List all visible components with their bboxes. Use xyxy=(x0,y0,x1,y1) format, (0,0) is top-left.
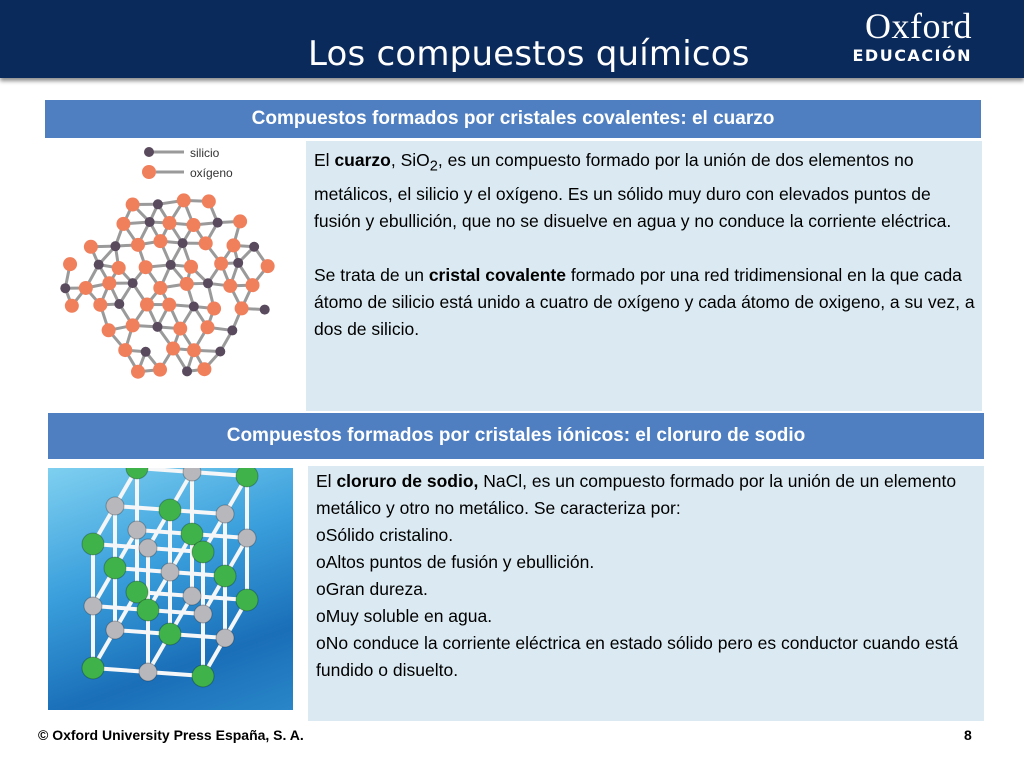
section-heading-quartz: Compuestos formados por cristales covalentes: el cuarzo xyxy=(45,100,981,138)
silicon-atom xyxy=(94,260,104,270)
sodium-ion xyxy=(238,529,256,547)
chloride-ion xyxy=(192,541,214,563)
sodium-ion xyxy=(139,663,157,681)
chloride-ion xyxy=(236,468,258,487)
nacl-lattice xyxy=(48,468,293,710)
oxygen-atom xyxy=(180,277,194,291)
silicon-atom xyxy=(110,241,120,251)
nacl-bullet-item: oNo conduce la corriente eléctrica en estado sólido pero es conductor cuando está fundido o disuelto. xyxy=(316,633,959,680)
oxygen-atom xyxy=(233,214,247,228)
sodium-chloride-text-panel xyxy=(308,466,984,721)
oxygen-atom xyxy=(131,365,145,379)
oxygen-atom xyxy=(153,234,167,248)
silicon-atom xyxy=(178,238,188,248)
nacl-bullet-item: oGran dureza. xyxy=(316,579,428,599)
silicon-atom xyxy=(60,283,70,293)
silicon-atom xyxy=(145,217,155,227)
sodium-ion xyxy=(183,587,201,605)
oxygen-atom xyxy=(162,298,176,312)
oxygen-atom xyxy=(235,301,249,315)
oxygen-atom xyxy=(153,281,167,295)
nacl-bullet-item: oMuy soluble en agua. xyxy=(316,606,493,626)
sodium-ion xyxy=(139,539,157,557)
oxygen-atom xyxy=(131,238,145,252)
section-heading-sodium-chloride: Compuestos formados por cristales iónicos: el cloruro de sodio xyxy=(48,413,984,459)
quartz-text-panel xyxy=(306,141,982,411)
oxygen-atom xyxy=(112,261,126,275)
legend-silicon-label: silicio xyxy=(190,146,220,160)
sodium-ion xyxy=(194,605,212,623)
silicon-atom xyxy=(182,366,192,376)
silicon-atom xyxy=(260,305,270,315)
quartz-paragraph-2: Se trata de un cristal covalente formado por una red tridimensional en la que cada átomo de silicio está unido a cuatro de oxígeno y cada átomo de oxigeno, a su vez, a dos de silicio. xyxy=(314,264,975,339)
quartz-legend xyxy=(142,146,233,180)
silicon-atom xyxy=(233,258,243,268)
oxygen-atom xyxy=(118,343,132,357)
title-bar xyxy=(0,0,1024,78)
silicon-atom xyxy=(166,260,176,270)
chloride-ion xyxy=(192,665,214,687)
legend-oxygen-atom xyxy=(142,165,156,179)
silicon-atom xyxy=(213,218,223,228)
sodium-ion xyxy=(216,505,234,523)
logo-educacion-text: EDUCACIÓN xyxy=(852,46,972,65)
legend-silicon-atom xyxy=(144,147,154,157)
silicon-atom xyxy=(114,299,124,309)
quartz-lattice xyxy=(60,193,274,378)
oxygen-atom xyxy=(79,281,93,295)
oxygen-atom xyxy=(201,320,215,334)
oxygen-atom xyxy=(153,363,167,377)
silicon-atom xyxy=(249,242,259,252)
silicon-atom xyxy=(153,199,163,209)
oxygen-atom xyxy=(139,260,153,274)
silicon-atom xyxy=(141,347,151,357)
oxygen-atom xyxy=(63,257,77,271)
quartz-crystal-image xyxy=(44,140,304,408)
oxygen-atom xyxy=(261,259,275,273)
chloride-ion xyxy=(159,623,181,645)
oxygen-atom xyxy=(214,257,228,271)
oxygen-atom xyxy=(102,276,116,290)
nacl-bullet-item: oAltos puntos de fusión y ebullición. xyxy=(316,552,595,572)
oxygen-atom xyxy=(65,299,79,313)
sodium-ion xyxy=(106,621,124,639)
sodium-ion xyxy=(84,597,102,615)
page-number: 8 xyxy=(964,727,972,743)
legend-oxygen-label: oxígeno xyxy=(190,166,233,180)
oxygen-atom xyxy=(199,236,213,250)
sodium-chloride-crystal-image xyxy=(48,468,293,710)
oxygen-atom xyxy=(163,216,177,230)
oxford-logo xyxy=(852,8,972,65)
silicon-atom xyxy=(152,322,162,332)
sodium-ion xyxy=(183,468,201,481)
chloride-ion xyxy=(214,565,236,587)
oxygen-atom xyxy=(140,298,154,312)
oxygen-atom xyxy=(126,198,140,212)
nacl-bullet-item: oSólido cristalino. xyxy=(316,525,454,545)
silicon-atom xyxy=(227,325,237,335)
oxygen-atom xyxy=(93,298,107,312)
oxygen-atom xyxy=(177,193,191,207)
sodium-ion xyxy=(216,629,234,647)
sodium-ion xyxy=(161,563,179,581)
chloride-ion xyxy=(159,499,181,521)
nacl-intro: El cloruro de sodio, NaCl, es un compuesto formado por la unión de un elemento metálico y otro no metálico. Se caracteriza por: xyxy=(316,471,957,518)
silicon-atom xyxy=(215,346,225,356)
oxygen-atom xyxy=(116,217,130,231)
chloride-ion xyxy=(236,589,258,611)
chloride-ion xyxy=(82,657,104,679)
oxygen-atom xyxy=(102,323,116,337)
oxygen-atom xyxy=(173,322,187,336)
sodium-ion xyxy=(106,497,124,515)
silicon-atom xyxy=(189,301,199,311)
oxygen-atom xyxy=(184,260,198,274)
oxygen-atom xyxy=(84,240,98,254)
oxygen-atom xyxy=(223,279,237,293)
chloride-ion xyxy=(82,533,104,555)
oxygen-atom xyxy=(166,341,180,355)
footer-copyright: © Oxford University Press España, S. A. xyxy=(38,727,304,743)
logo-oxford-text: Oxford xyxy=(865,6,972,46)
oxygen-atom xyxy=(202,194,216,208)
silicon-atom xyxy=(203,278,213,288)
oxygen-atom xyxy=(246,278,260,292)
oxygen-atom xyxy=(187,343,201,357)
slide-title: Los compuestos químicos xyxy=(308,34,750,74)
oxygen-atom xyxy=(226,238,240,252)
oxygen-atom xyxy=(126,318,140,332)
oxygen-atom xyxy=(197,362,211,376)
oxygen-atom xyxy=(207,302,221,316)
oxygen-atom xyxy=(187,218,201,232)
chloride-ion xyxy=(137,599,159,621)
sodium-ion xyxy=(128,521,146,539)
chloride-ion xyxy=(104,557,126,579)
silicon-atom xyxy=(128,278,138,288)
quartz-paragraph-1: El cuarzo, SiO$_2$, es un compuesto formado por la unión de dos elementos no metálicos, el silicio y el oxígeno. Es un sólido muy duro con elevados puntos de fusión y ebullición, que no se disuelve en agua y no conduce la corriente eléctrica. xyxy=(314,150,952,231)
